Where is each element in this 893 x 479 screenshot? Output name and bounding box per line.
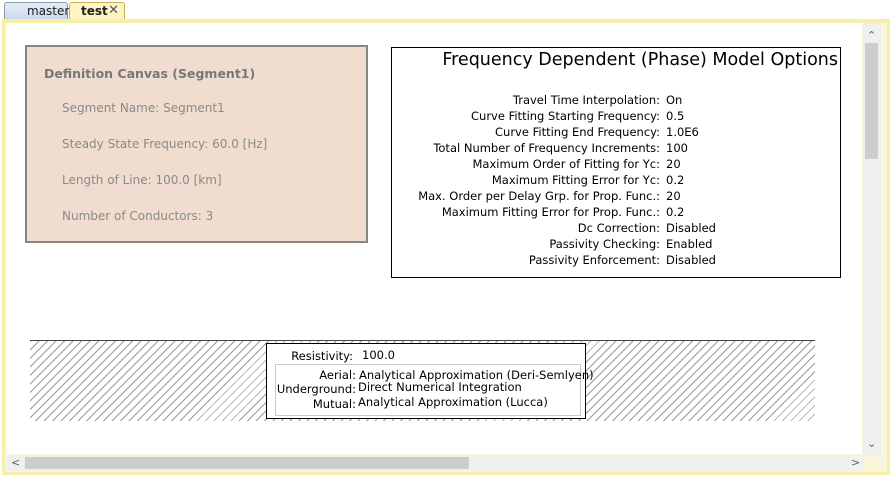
option-value: 0.2: [666, 205, 685, 219]
option-label: Maximum Order of Fitting for Yc:: [472, 157, 660, 171]
option-label: Passivity Enforcement:: [528, 253, 660, 267]
tab-master[interactable]: [4, 2, 68, 20]
horizontal-scroll-thumb[interactable]: [25, 457, 469, 469]
option-value: 0.5: [666, 109, 685, 123]
scroll-right-icon[interactable]: >: [851, 456, 861, 469]
mutual-value: Analytical Approximation (Lucca): [358, 395, 548, 409]
option-value: 1.0E6: [666, 125, 699, 139]
option-label: Total Number of Frequency Increments:: [433, 141, 660, 155]
aerial-value: Analytical Approximation (Deri-Semlyen): [359, 368, 594, 382]
option-label: Maximum Fitting Error for Yc:: [491, 173, 660, 187]
model-options-box[interactable]: [391, 47, 841, 278]
option-value: Disabled: [666, 253, 716, 267]
option-value: On: [666, 93, 683, 107]
option-value: 100: [666, 141, 688, 155]
option-label: Maximum Fitting Error for Prop. Func.:: [441, 205, 660, 219]
option-value: Enabled: [666, 237, 713, 251]
definition-title: Definition Canvas (Segment1): [44, 66, 256, 81]
close-tab-icon[interactable]: ✕: [108, 3, 119, 18]
scroll-down-icon[interactable]: ⌄: [867, 437, 877, 450]
model-options-title: Frequency Dependent (Phase) Model Options: [442, 50, 838, 70]
option-label: Travel Time Interpolation:: [512, 93, 660, 107]
drawing-canvas[interactable]: [7, 23, 862, 454]
length-of-line-text: Length of Line: 100.0 [km]: [62, 173, 222, 187]
option-value: 20: [666, 189, 681, 203]
tab-master-label: master: [27, 4, 70, 18]
aerial-label: Aerial:: [319, 368, 356, 382]
resistivity-label: Resistivity:: [291, 349, 353, 363]
option-value: Disabled: [666, 221, 716, 235]
option-label: Max. Order per Delay Grp. for Prop. Func.:: [418, 189, 660, 203]
tab-test-label: test: [81, 4, 108, 18]
resistivity-value: 100.0: [362, 348, 395, 362]
underground-label: Underground:: [276, 382, 356, 396]
option-label: Dc Correction:: [577, 221, 660, 235]
scroll-up-icon[interactable]: ⌃: [867, 29, 877, 42]
vertical-scroll-thumb[interactable]: [865, 43, 878, 159]
underground-value: Direct Numerical Integration: [358, 380, 522, 394]
option-label: Curve Fitting Starting Frequency:: [471, 109, 660, 123]
option-value: 0.2: [666, 173, 685, 187]
definition-canvas-box[interactable]: [25, 45, 368, 243]
number-of-conductors-text: Number of Conductors: 3: [62, 209, 214, 223]
steady-state-frequency-text: Steady State Frequency: 60.0 [Hz]: [62, 137, 268, 151]
mutual-label: Mutual:: [312, 397, 356, 411]
scroll-left-icon[interactable]: <: [11, 456, 21, 469]
option-label: Passivity Checking:: [549, 237, 660, 251]
tab-bar: [0, 0, 893, 21]
option-label: Curve Fitting End Frequency:: [495, 125, 660, 139]
option-value: 20: [666, 157, 681, 171]
segment-name-text: Segment Name: Segment1: [62, 101, 225, 115]
ground-properties-box[interactable]: [266, 343, 594, 419]
